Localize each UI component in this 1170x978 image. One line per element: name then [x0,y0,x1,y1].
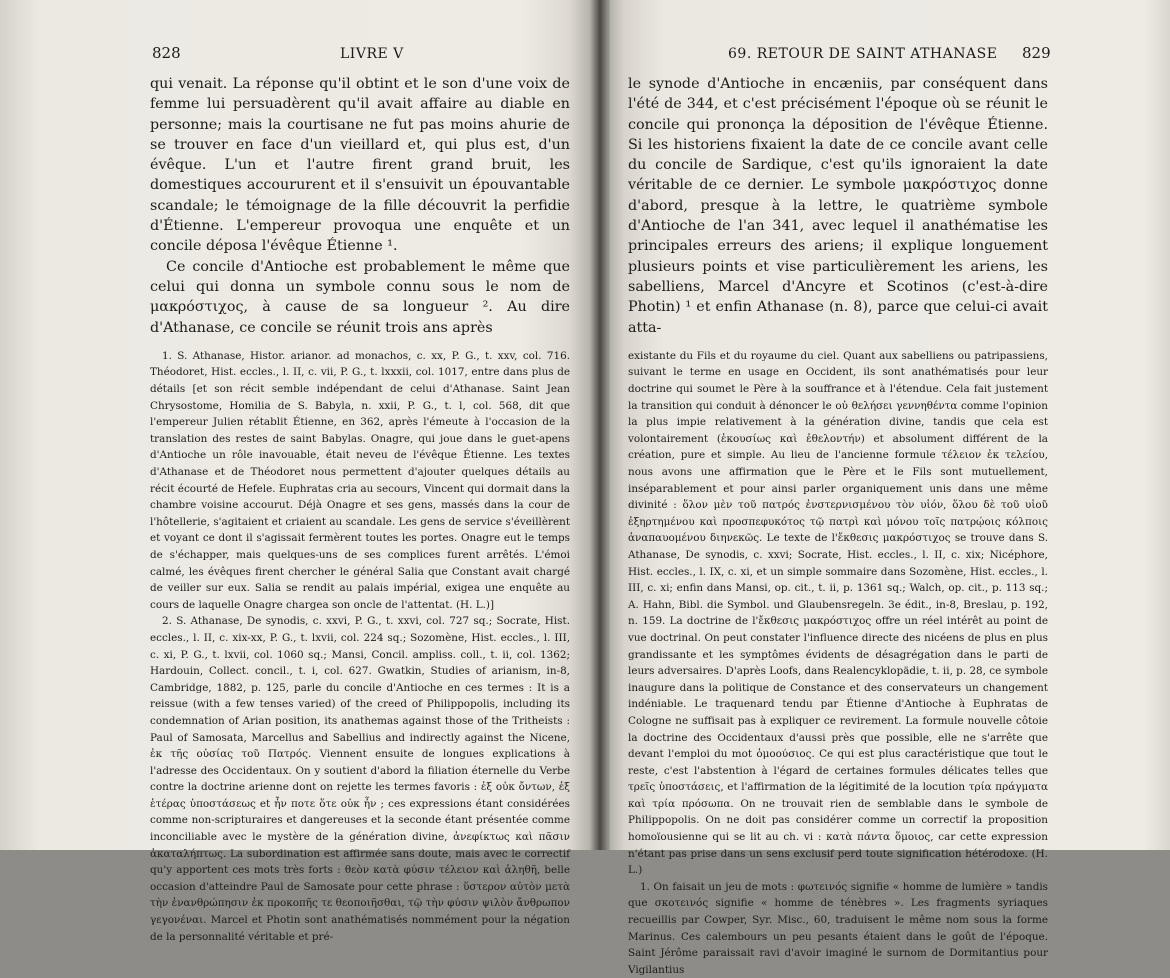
right-footnotes [628,348,1048,978]
left-running-head: LIVRE V [340,46,404,62]
right-running-head: 69. RETOUR DE SAINT ATHANASE [728,46,998,62]
book-gutter [590,0,610,850]
left-main-text [150,74,570,338]
main-paragraph: le synode d'Antioche in encæniis, par conséquent dans l'été de 344, et c'est précisément l'époque où se réunit le concile qui prononça la déposition de l'évêque Étienne. Si les historiens fixaient la date de ce concile avant celle du concile de Sardique, c'est qu'ils ignoraient la date véritable de ce dernier. Le symbole μακρόστιχος donne d'abord, presque à la lettre, le quatrième symbole d'Antioche de l'an 341, avec lequel il anathématise les principales erreurs des ariens; il explique longuement plusieurs points et vise particulièrement les ariens, les sabelliens, Marcel d'Ancyre et Scotinos (c'est-à-dire Photin) ¹ et enfin Athanase (n. 8), parce que celui-ci avait atta- [628,76,1048,336]
main-paragraph: qui venait. La réponse qu'il obtint et le son d'une voix de femme lui persuadèrent qu'il avait affaire au diable en personne; mais la courtisane ne fut pas moins ahurie de se trouver en face d'un vieillard et, qui plus est, d'un évêque. L'un et l'autre firent grand bruit, les domestiques accoururent et il s'ensuivit un épouvantable scandale; le témoignage de la fille découvrit la perfidie d'Étienne. L'empereur provoqua une enquête et un concile déposa l'évêque Étienne ¹. [150,76,570,255]
right-page-number: 829 [1022,44,1051,62]
footnote: 1. S. Athanase, Histor. arianor. ad monachos, c. xx, P. G., t. xxv, col. 716. Théodoret, Hist. eccles., l. II, c. vii, P. G., t. lxxxii, col. 1017, entre dans plus de détails [et son récit semble indépendant de celui d'Athanase. Saint Jean Chrysostome, Homilia de S. Babyla, n. xxii, P. G., t. l, col. 568, dit que l'empereur Julien rétablit Étienne, en 362, après l'émeute à l'occasion de la translation des restes de saint Babylas. Onagre, qui joue dans le guet-apens d'Antioche un rôle inavouable, était neveu de l'évêque Étienne. Les textes d'Athanase et de Théodoret nous permettent d'ajouter quelques détails au récit écourté de Hefele. Euphratas cria au secours, Vincent qui dormait dans la chambre voisine accourut. Déjà Onagre et ses gens, massés dans la cour de l'hôtellerie, s'agitaient et criaient au scandale. Les gens de service s'éveillèrent et voyant ce dont il s'agissait fermèrent toutes les portes. Onagre eut le temps de s'échapper, mais quelques-uns de ses complices furent arrêtés. L'émoi calmé, les évêques firent chercher le général Salia que Constant avait chargé de veiller sur eux. Salia se rendit au palais impérial, exigea une enquête au cours de laquelle Onagre chargea son oncle de l'attentat. (H. L.)] [150,349,570,611]
right-main-text [628,74,1048,338]
main-paragraph: Ce concile d'Antioche est probablement le même que celui qui donna un symbole connu sous le nom de μακρόστιχος, à cause de sa longueur ². Au dire d'Athanase, ce concile se réunit trois ans après [150,258,570,336]
left-footnotes [150,348,570,945]
left-page-number: 828 [152,44,181,62]
footnote-continuation: existante du Fils et du royaume du ciel. Quant aux sabelliens ou patripassiens, suivant le terme en usage en Occident, ils sont anathématisés pour leur doctrine qui soumet le Père à la souffrance et à l'étendue. Cela fait justement la transition qui conduit à dénoncer le οὐ θελήσει γεννηθέντα comme l'opinion la plus impie relativement à la génération divine, tandis que cela est volontairement (ἑκουσίως καὶ ἐθελοντήν) et absolument différent de la création, pure et simple. Au lieu de l'ancienne formule τέλειον ἐκ τελείου, nous avons une affirmation que le Père et le Fils sont mutuellement, inséparablement et pour ainsi parler organiquement unis dans une même divinité : ὅλον μὲν τοῦ πατρός ἐνστερνισμένου τὸν υἱόν, ὅλου δὲ τοῦ υἱοῦ ἐξηρτημένου καὶ προσπεφυκότος τῷ πατρὶ καὶ μόνου τοῖς πατρῴοις κόλποις ἀναπαυομένου διηνεκῶς. Le texte de l'ἔκθεσις μακρόστιχος se trouve dans S. Athanase, De synodis, c. xxvi; Socrate, Hist. eccles., l. II, c. xix; Nicéphore, Hist. eccles., l. IX, c. xi, et un simple sommaire dans Sozomène, Hist. eccles., l. III, c. xi; enfin dans Mansi, op. cit., t. ii, p. 1361 sq.; Walch, op. cit., p. 113 sq.; A. Hahn, Bibl. die Symbol. und Glaubensregeln. 3e édit., in-8, Breslau, p. 192, n. 159. La doctrine de l'ἔκθεσις μακρόστιχος offre un réel intérêt au point de vue doctrinal. On peut constater l'influence directe des nicéens de plus en plus grandissante et les symptômes évidents de désagrégation dans le parti de leurs adversaires. D'après Loofs, dans Realencyklopädie, t. ii, p. 28, ce symbole inaugure dans la politique de Constance et des conservateurs un changement indéniable. Le traquenard tendu par Étienne d'Antioche à Euphratas de Cologne ne suffisait pas à expliquer ce revirement. La formule nouvelle côtoie la doctrine des Occidentaux d'aussi près que possible, elle ne s'arrête que devant l'emploi du mot ὁμοούσιος. Ce qui est plus caractéristique que tout le reste, c'est l'abstention à l'égard de certaines formules délicates telles que τρεῖς ὑποστάσεις, et l'affirmation de la légitimité de la locution τρία πράγματα καὶ τρία πρόσωπα. On ne trouvait rien de semblable dans le symbole de Philippopolis. On ne doit pas considérer comme un correctif la proposition homoïousienne qui se lit au ch. vi : κατὰ πάντα ὅμοιος, car cette expression n'étant pas prise dans un sens exclusif perd toute signification hétérodoxe. (H. L.) [628,349,1048,877]
footnote: 2. S. Athanase, De synodis, c. xxvi, P. G., t. xxvi, col. 727 sq.; Socrate, Hist. eccles., l. II, c. xix-xx, P. G., t. lxvii, col. 224 sq.; Sozomène, Hist. eccles., l. III, c. xi, P. G., t. lxvii, col. 1060 sq.; Mansi, Concil. ampliss. coll., t. ii, col. 1362; Hardouin, Collect. concil., t. i, col. 627. Gwatkin, Studies of arianism, in-8, Cambridge, 1882, p. 125, parle du concile d'Antioche en ces termes : It is a reissue (with a few tenses varied) of the creed of Philippopolis, including its condemnation of Arian position, its anathemas against those of the Tritheists : Paul of Samosata, Marcellus and Sabellius and indirectly against the Nicene, ἐκ τῆς οὐσίας τοῦ Πατρός. Viennent ensuite de longues explications à l'adresse des Occidentaux. On y soutient d'abord la filiation éternelle du Verbe contre la doctrine arienne dont on rejette les termes favoris : ἐξ οὐκ ὄντων, ἐξ ἑτέρας ὑποστάσεως et ἦν ποτε ὅτε οὐκ ἦν ; ces expressions étant considérées comme non-scripturaires et dangereuses et la seconde étant présentée comme inconciliable avec le mystère de la génération divine, ἀνεφίκτως καὶ πᾶσιν ἀκαταλήπτως. La subordination est affirmée sans doute, mais avec le correctif qu'y apportent ces mots très forts : θεὸν κατὰ φύσιν τέλειον καὶ ἀληθῆ, belle occasion d'atteindre Paul de Samosate pour cette phrase : ὕστερον αὐτὸν μετὰ τὴν ἐνανθρώπησιν ἐκ προκοπῆς τε θεοποιῆσθαι, τῷ τὴν φύσιν ψιλὸν ἄνθρωπον γεγονέναι. Marcel et Photin sont anathématisés nommément pour la négation de la personnalité véritable et pré- [150,615,570,943]
left-page-body [150,74,570,945]
right-page-body [628,74,1048,978]
footnote: 1. On faisait un jeu de mots : φωτεινός signifie « homme de lumière » tandis que σκοτεινός signifie « homme de ténèbres ». Les fragments syriaques recueillis par Cowper, Syr. Misc., 60, traduisent le même nom sous la forme Marinus. Ces calembours un peu pesants étaient dans le goût de l'époque. Saint Jérôme paraissait ravi d'avoir imaginé le surnom de Dormitantius pour Vigilantius [628,880,1048,976]
